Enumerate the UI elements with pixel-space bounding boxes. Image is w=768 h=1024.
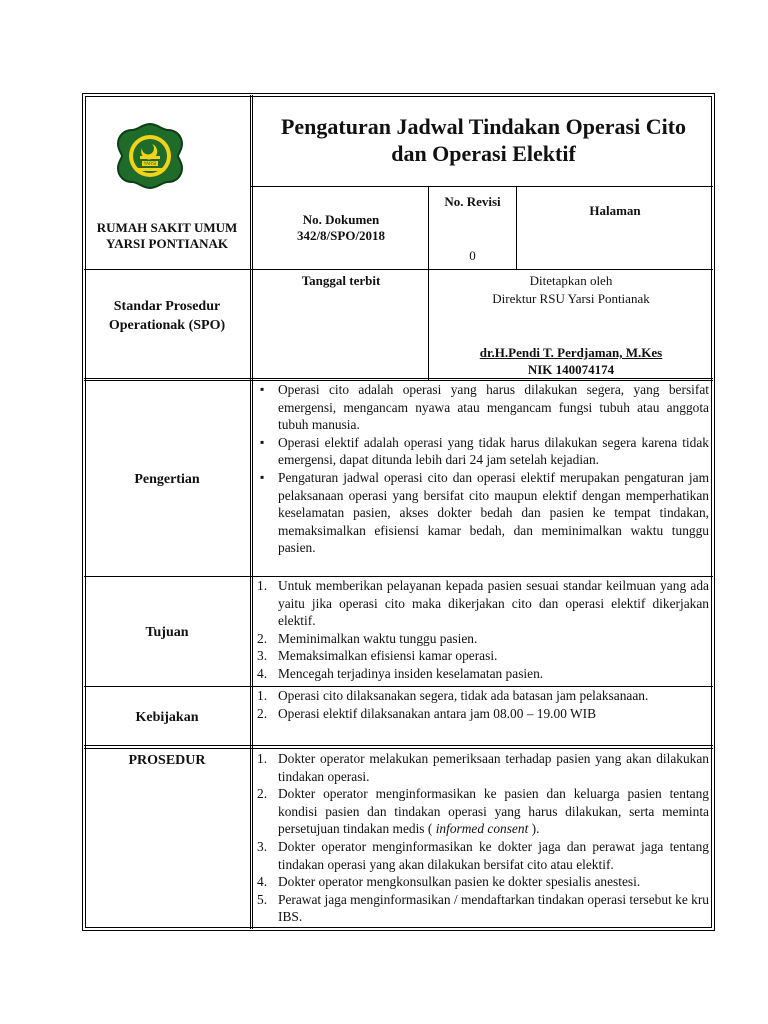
pengertian-item: ▪ Operasi elektif adalah operasi yang tidak harus dilakukan segera karena tidak emergensi, dapat ditunda lebih dari 24 jam setelah kejadian. <box>254 434 709 469</box>
svg-text:YARSI: YARSI <box>143 162 157 167</box>
hospital-name: RUMAH SAKIT UMUM YARSI PONTIANAK <box>96 220 238 251</box>
rule-revisi-right <box>516 186 517 269</box>
tujuan-item: 3. Memaksimalkan efisiensi kamar operasi. <box>257 648 498 664</box>
tujuan-item: 1. Untuk memberikan pelayanan kepada pasien sesuai standar keilmuan yang ada yaitu jika operasi cito maka dikerjakan cito dan operasi elektif dikerjakan elektif. <box>257 578 709 629</box>
prosedur-item: 1. Dokter operator melakukan pemeriksaan terhadap pasien yang akan dilakukan tindakan operasi. <box>257 751 709 784</box>
document-title-line2: dan Operasi Elektif <box>391 141 576 166</box>
no-revisi-value: 0 <box>469 248 476 263</box>
prosedur-item: 5. Perawat jaga menginformasikan / mendaftarkan tindakan operasi tersebut ke kru IBS. <box>257 891 709 925</box>
ditetapkan-oleh: Ditetapkan oleh <box>529 273 613 288</box>
prosedur-label: PROSEDUR <box>128 753 206 768</box>
document-title-line1: Pengaturan Jadwal Tindakan Operasi Cito <box>280 114 687 139</box>
signer-name: dr.H.Pendi T. Perdjaman, M.Kes <box>479 345 663 360</box>
halaman-label: Halaman <box>589 203 641 218</box>
tujuan-content <box>254 577 709 683</box>
rule-left-column <box>250 95 251 929</box>
tujuan-label: Tujuan <box>145 624 189 640</box>
hospital-logo <box>112 118 188 194</box>
signer-nik: NIK 140074174 <box>527 362 615 377</box>
document-title <box>254 110 713 170</box>
pengertian-content <box>254 381 709 557</box>
pengertian-label: Pengertian <box>134 471 200 487</box>
kebijakan-label: Kebijakan <box>135 709 199 725</box>
prosedur-item: 3. Dokter operator menginformasikan ke dokter jaga dan perawat jaga tentang tindakan operasi yang akan dilakukan bersifat cito atau elektif. <box>257 838 709 872</box>
kebijakan-content <box>254 687 709 722</box>
prosedur-item: 2. Dokter operator menginformasikan ke pasien dan keluarga pasien tentang kondisi pasien dan tindakan operasi yang harus dilakukan, serta meminta persetujuan tindakan medis ( informed consent ). <box>257 786 709 837</box>
kebijakan-item: 2. Operasi elektif dilaksanakan antara jam 08.00 – 19.00 WIB <box>257 705 597 721</box>
prosedur-item: 4. Dokter operator mengkonsulkan pasien ke dokter spesialis anestesi. <box>257 874 641 890</box>
rule-title-bottom <box>250 186 713 187</box>
no-dokumen-value: 342/8/SPO/2018 <box>296 228 386 243</box>
no-dokumen-label: No. Dokumen <box>302 212 380 227</box>
kebijakan-item: 1. Operasi cito dilaksanakan segera, tidak ada batasan jam pelaksanaan. <box>257 688 649 703</box>
no-revisi-label: No. Revisi <box>444 194 501 209</box>
direktur-label: Direktur RSU Yarsi Pontianak <box>492 291 650 306</box>
no-dokumen-cell <box>254 210 428 246</box>
pengertian-item: ▪ Operasi cito adalah operasi yang harus dilakukan segera, yang bersifat emergensi, mengancam nyawa atau mengancam fungsi tubuh atau anggota tubuh manusia. <box>254 381 709 434</box>
rule-docinfo-bottom <box>84 269 713 270</box>
rule-left-column-2 <box>252 95 253 929</box>
tujuan-item: 4. Mencegah terjadinya insiden keselamatan pasien. <box>257 665 544 681</box>
tanggal-terbit-label: Tanggal terbit <box>301 273 381 288</box>
rule-kebijakan-bottom-2 <box>84 748 713 749</box>
prosedur-content <box>254 750 709 926</box>
rule-spo-bottom <box>84 378 713 379</box>
pengertian-item: ▪ Pengaturan jadwal operasi cito dan operasi elektif merupakan pengaturan jam pelaksanaan operasi yang bersifat cito maupun elektif dengan memperhatikan keselamatan pasien, akses dokter bedah dan pasien ke tempat tindakan, memaksimalkan efisiensi kamar bedah, dan meminimalkan waktu tunggu pasien. <box>254 469 709 557</box>
spo-label: Standar Prosedur Operationak (SPO) <box>108 299 226 333</box>
tujuan-item: 2. Meminimalkan waktu tunggu pasien. <box>257 630 478 646</box>
